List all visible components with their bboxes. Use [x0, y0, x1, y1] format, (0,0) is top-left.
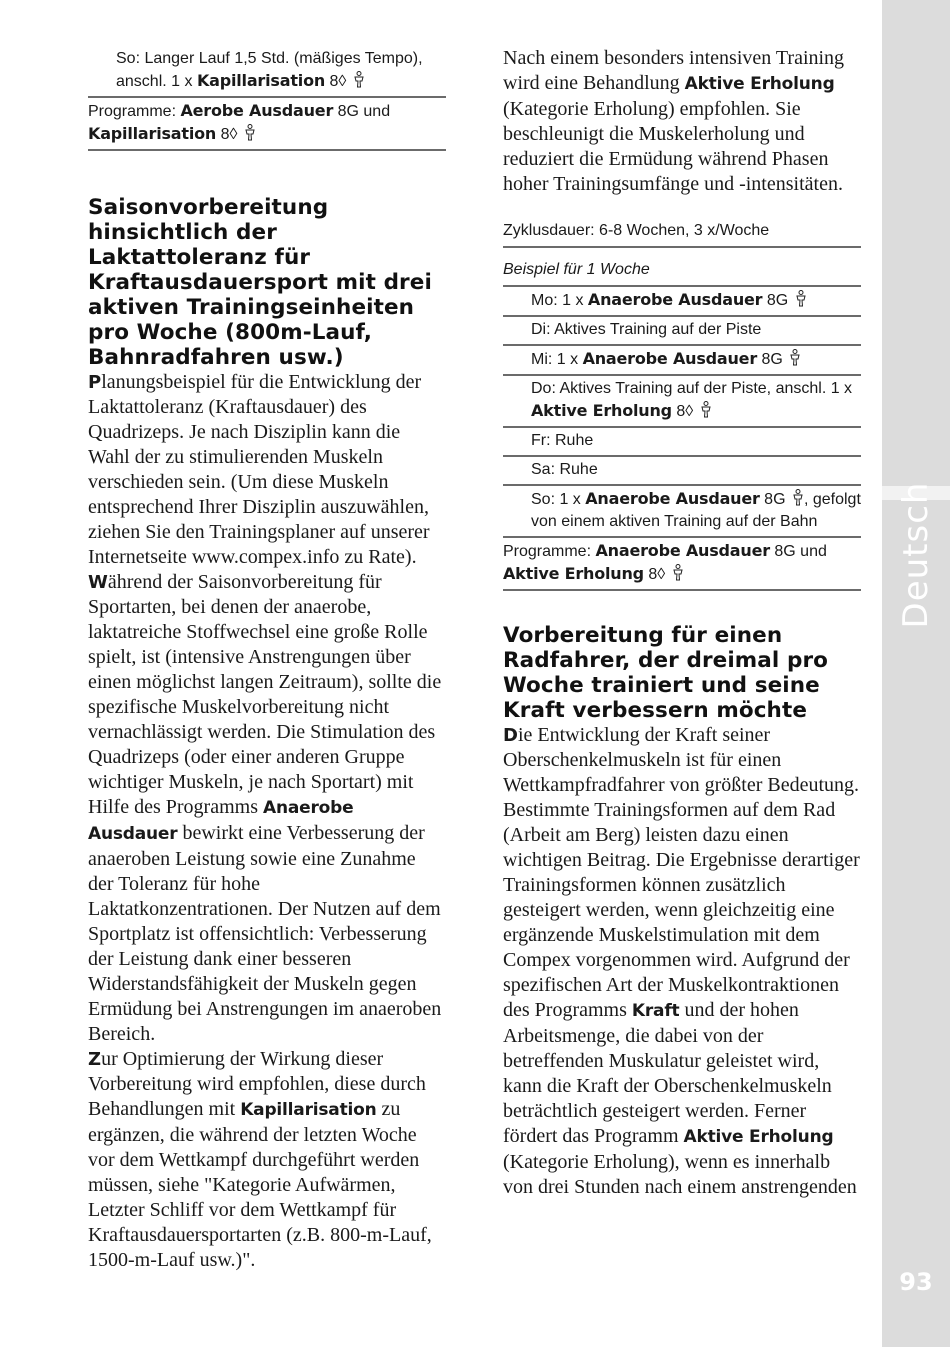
paragraph	[88, 370, 446, 570]
section-title: Vorbereitung für einen Radfahrer, der dreimal pro Woche trainiert und seine Kraft verbessern möchte	[503, 623, 829, 723]
day-row-di: Di: Aktives Training auf der Piste	[503, 317, 861, 346]
paragraph-text: ährend der Saisonvorbereitung für Sportarten, bei denen der anaerobe, laktatreiche Stoffwechsel eine große Rolle spielt, ist (intensive Anstrengungen über einen möglichst langen Zeitraum), sollte die spezifische Muskelvorbereitung nicht vernachlässigt werden. Die Stimulation des Quadrizeps (oder einer anderen Gruppe wichtiger Muskeln, je nach Sportart) mit Hilfe des Programms	[88, 571, 442, 818]
row-text: Programme:	[503, 543, 596, 560]
row-text: 8G	[759, 491, 786, 508]
row-text: Mo: 1 x	[531, 292, 588, 309]
day-row-mi	[503, 346, 861, 376]
row-text: Mi: 1 x	[531, 351, 583, 368]
row-text: 8G	[757, 351, 783, 368]
drop-cap: W	[88, 572, 108, 593]
row-text: 8◊	[325, 73, 347, 90]
program-name: Aerobe Ausdauer	[180, 101, 334, 120]
body-figure-icon	[789, 349, 801, 366]
paragraph-text: lanungsbeispiel für die Entwicklung der Laktattoleranz (Kraftausdauer) des Quadrizeps. Je nach Disziplin kann die Wahl der zu stimulierenden Muskeln verschieden sein. (Um diese Muskeln entsprechend Ihrer Disziplin auszuwählen, ziehen Sie den Trainingsplaner auf unserer Internetseite www.compex.info zu Rate).	[88, 371, 430, 568]
programmes-row	[503, 538, 861, 591]
program-name: Aktive Erholung	[503, 564, 644, 583]
row-text: 8G	[762, 292, 789, 309]
program-name: Anaerobe Ausdauer	[582, 349, 758, 368]
program-name: Kapillarisation	[88, 124, 217, 143]
intro-paragraph	[503, 46, 861, 197]
program-name: Anaerobe Ausdauer	[595, 541, 770, 560]
paragraph-text: zu ergänzen, die während der letzten Woche vor dem Wettkampf durchgeführt werden müssen, siehe "Kategorie Aufwärmen, Letzter Schliff vor dem Wettkampf für Kraftausdauersportarten (z.B. 800-m-Lauf, 1500-m-Lauf usw.)".	[88, 1098, 432, 1271]
side-band	[882, 0, 950, 1347]
left-column	[88, 46, 446, 1273]
program-name: Anaerobe Ausdauer	[88, 798, 354, 844]
body-figure-icon	[700, 401, 712, 418]
day-row-so	[503, 486, 861, 538]
program-name: Kapillarisation	[196, 71, 326, 90]
row-text: So: 1 x	[531, 491, 586, 508]
day-row-fr: Fr: Ruhe	[503, 428, 861, 457]
program-name: Aktive Erholung	[683, 1127, 834, 1147]
right-column	[503, 46, 861, 1200]
cycle-duration: Zyklusdauer: 6-8 Wochen, 3 x/Woche	[503, 217, 861, 248]
paragraph-text: und der hohen Arbeitsmenge, die dabei von der betreffenden Muskulatur geleistet wird, kann die Kraft der Oberschenkelmuskeln beträchtlich gesteigert werden. Ferner fördert das Programm	[503, 999, 832, 1147]
row-text: 8G und	[769, 543, 827, 560]
program-name: Anaerobe Ausdauer	[585, 489, 760, 508]
body-figure-icon	[244, 124, 256, 141]
drop-cap: Z	[88, 1049, 102, 1070]
paragraph-text: ur Optimierung der Wirkung dieser Vorbereitung wird empfohlen, diese durch Behandlungen mit	[88, 1048, 426, 1120]
paragraph-text: ie Entwicklung der Kraft seiner Oberschenkelmuskeln ist für einen Wettkampfradfahrer von größter Bedeutung. Bestimmte Trainingsformen auf dem Rad (Arbeit am Berg) leisten dazu einen wichtigen Beitrag. Die Ergebnisse derartiger Trainingsformen können zusätzlich gesteigert werden, wenn gleichzeitig eine ergänzende Muskelstimulation mit dem Compex vorgenommen wird. Aufgrund der spezifischen Art der Muskelkontraktionen des Programms	[503, 724, 860, 1021]
row-text: 8◊	[216, 126, 238, 143]
paragraph-text: Nach einem besonders intensiven Training wird eine Behandlung	[503, 47, 845, 94]
paragraph-text: (Kategorie Erholung) empfohlen. Sie beschleunigt die Muskelerholung und reduziert die Ermüdung während Phasen hoher Trainingsumfänge und -intensitäten.	[503, 98, 843, 195]
day-row-do	[503, 376, 861, 428]
row-text: Do: Aktives Training auf der Piste, anschl. 1 x	[531, 380, 853, 397]
paragraph-text: (Kategorie Erholung), wenn es innerhalb von drei Stunden nach einem anstrengenden	[503, 1151, 857, 1198]
row-text: 8◊	[643, 566, 666, 583]
paragraph	[88, 570, 446, 1047]
paragraph	[88, 1047, 446, 1273]
row-text: , gefolgt von einem aktiven Training auf der Bahn	[531, 491, 861, 530]
paragraph	[503, 723, 861, 1200]
day-row-mo	[503, 287, 861, 317]
body-figure-icon	[795, 290, 807, 307]
program-name: Aktive Erholung	[684, 74, 835, 94]
drop-cap: D	[503, 725, 518, 746]
page-number: 93	[899, 1268, 933, 1296]
body-figure-icon	[792, 489, 804, 506]
row-text: 8G und	[333, 103, 391, 120]
drop-cap: P	[88, 372, 102, 393]
body-figure-icon	[672, 564, 684, 581]
row-text: So: Langer Lauf 1,5 Std. (mäßiges Tempo), anschl. 1 x	[116, 50, 423, 90]
program-name: Kraft	[631, 1001, 680, 1021]
program-row	[88, 46, 446, 98]
program-name: Aktive Erholung	[531, 401, 672, 420]
program-name: Kapillarisation	[240, 1100, 377, 1120]
row-text: 8◊	[671, 403, 694, 420]
day-row-sa: Sa: Ruhe	[503, 457, 861, 486]
programmes-row	[88, 98, 446, 151]
section-title: Saisonvorbereitung hinsichtlich der Laktattoleranz für Kraftausdauersport mit drei aktiven Trainingseinheiten pro Woche (800m-Lauf, Bahnradfahren usw.)	[88, 195, 432, 370]
language-label: Deutsch	[896, 481, 936, 629]
program-name: Anaerobe Ausdauer	[587, 290, 763, 309]
row-text: Programme:	[88, 103, 181, 120]
example-heading: Beispiel für 1 Woche	[503, 256, 861, 287]
paragraph-text: bewirkt eine Verbesserung der anaeroben Leistung sowie eine Zunahme der Toleranz für hohe Laktatkonzentrationen. Der Nutzen auf dem Sportplatz ist offensichtlich: Verbesserung der Leistung dank einer besseren Widerstandsfähigkeit der Muskeln gegen Ermüdung bei Anstrengungen im anaeroben Bereich.	[88, 822, 442, 1045]
body-figure-icon	[353, 71, 365, 88]
